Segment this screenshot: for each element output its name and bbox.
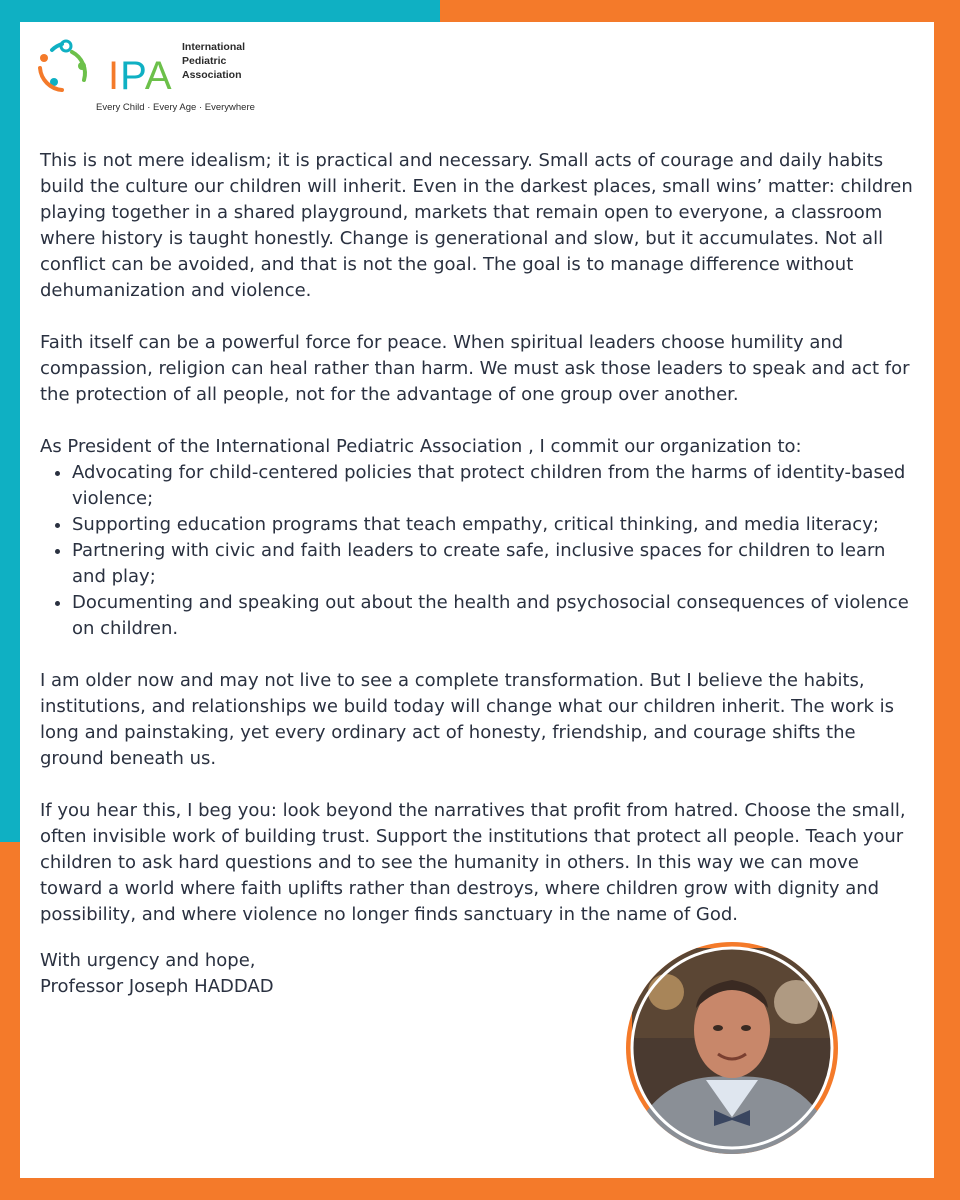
commitment-item: • Supporting education programs that teach empathy, critical thinking, and media literacy; <box>72 512 922 538</box>
ipa-logo-abbreviation <box>108 56 173 96</box>
frame-teal-left-bar <box>0 0 22 842</box>
signoff <box>40 948 274 1000</box>
closing-line: With urgency and hope, <box>40 950 256 971</box>
paragraph-faith: Faith itself can be a powerful force for peace. When spiritual leaders choose humility and compassion, religion can heal rather than harm. We must ask those leaders to speak and act for the protection of all people, not for the advantage of one group over another. <box>40 332 910 405</box>
paragraph-idealism: This is not mere idealism; it is practical and necessary. Small acts of courage and daily habits build the culture our children will inherit. Even in the darkest places, small wins’ matter: children playing together in a shared playground, markets that remain open to everyone, a classroom where history is taught honestly. Change is generational and slow, but it accumulates. Not all conflict can be avoided, and that is not the goal. The goal is to manage difference without dehumanization and violence. <box>40 150 913 301</box>
ipa-logo-name <box>182 40 282 82</box>
logo-letter-p: P <box>120 54 145 98</box>
signature-name: Professor Joseph HADDAD <box>40 976 274 997</box>
author-portrait <box>626 942 838 1154</box>
ipa-logo-tagline: Every Child · Every Age · Everywhere <box>96 102 255 113</box>
logo-letter-a: A <box>144 54 173 98</box>
logo-name-line-2: Pediatric <box>182 55 227 67</box>
commitment-intro: As President of the International Pediatric Association , I commit our organization to: <box>40 436 802 457</box>
logo-name-line-3: Association <box>182 69 242 81</box>
commitment-item: • Advocating for child-centered policies that protect children from the harms of identity-based violence; <box>72 460 922 512</box>
letter-page <box>20 22 934 1178</box>
logo-letter-i: I <box>108 54 121 98</box>
frame-teal-top-bar <box>0 0 440 22</box>
portrait-photo-icon <box>626 942 838 1154</box>
logo-name-line-1: International <box>182 41 246 53</box>
commitment-item: • Partnering with civic and faith leaders to create safe, inclusive spaces for children to learn and play; <box>72 538 922 590</box>
ipa-logo <box>32 36 272 116</box>
commitment-item: • Documenting and speaking out about the health and psychosocial consequences of violence on children. <box>72 590 922 642</box>
paragraph-older-now: I am older now and may not live to see a complete transformation. But I believe the habits, institutions, and relationships we build today will change what our children inherit. The work is long and painstaking, yet every ordinary act of honesty, friendship, and courage shifts the ground beneath us. <box>40 670 894 769</box>
paragraph-plea: If you hear this, I beg you: look beyond the narratives that profit from hatred. Choose the small, often invisible work of building trust. Support the institutions that protect all people. Teach your children to ask hard questions and to see the humanity in others. In this way we can move toward a world where faith uplifts rather than destroys, where children grow with dignity and possibility, and where violence no longer finds sanctuary in the name of God. <box>40 800 906 925</box>
letter-body <box>40 148 922 954</box>
ipa-logo-mark-icon <box>32 36 96 96</box>
commitment-list <box>40 460 922 642</box>
